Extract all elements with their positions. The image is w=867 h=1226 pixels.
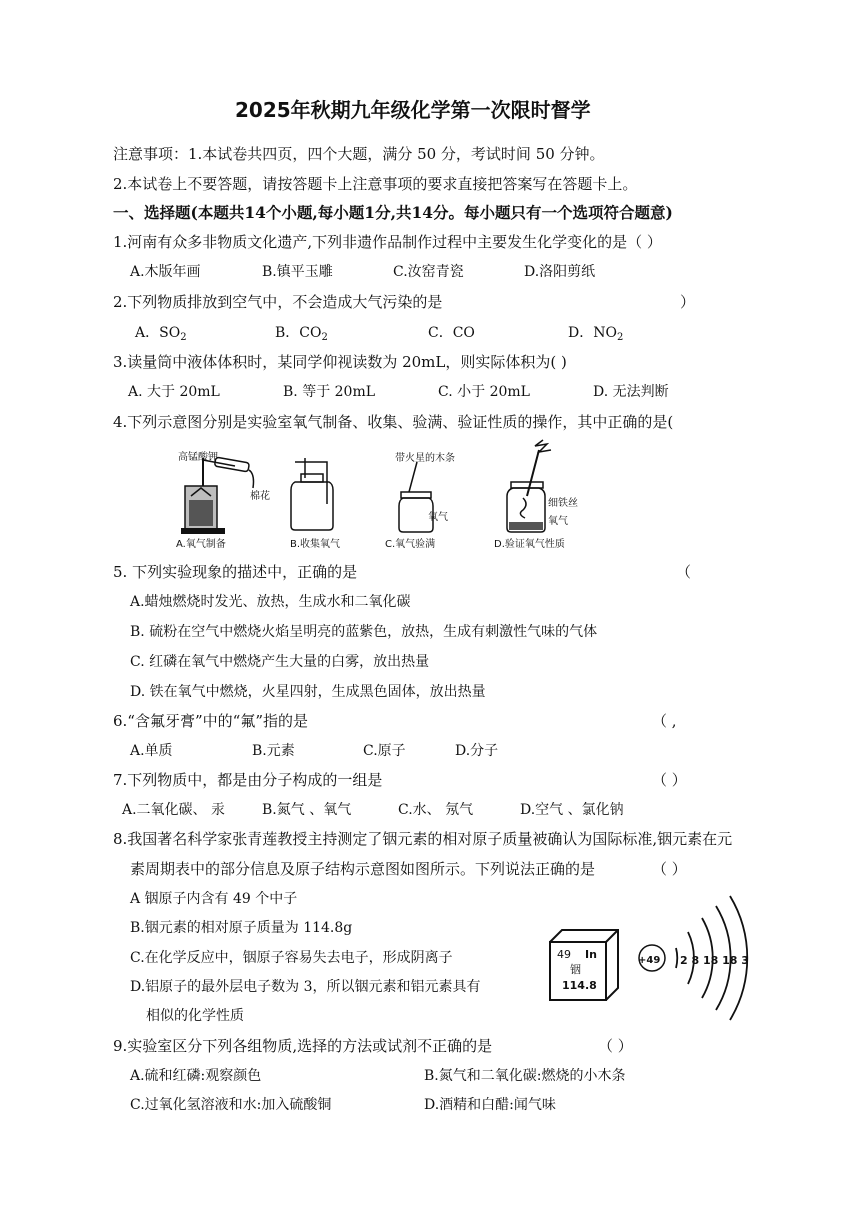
q7-option-b: B.氮气 、氧气: [262, 802, 352, 818]
q3-option-c: C. 小于 20mL: [438, 384, 530, 400]
atom-nucleus-charge: +49: [638, 955, 661, 966]
q8-option-d-line-1: D.铝原子的最外层电子数为 3，所以铟元素和铝元素具有: [130, 979, 481, 995]
cell-element-symbol: In: [585, 948, 597, 961]
q8-option-a: A 铟原子内含有 49 个中子: [130, 891, 298, 907]
cell-atomic-mass: 114.8: [562, 979, 597, 992]
q9-option-c: C.过氧化氢溶液和水:加入硫酸铜: [130, 1097, 332, 1113]
q4-stem: 4.下列示意图分别是实验室氧气制备、收集、验满、验证性质的操作，其中正确的是(: [113, 413, 674, 431]
q5-option-c: C. 红磷在氧气中燃烧产生大量的白雾，放出热量: [130, 654, 430, 670]
q7-option-a: A.二氧化碳、 汞: [122, 802, 226, 818]
cell-element-name: 铟: [570, 963, 581, 976]
q1-option-d: D.洛阳剪纸: [524, 264, 596, 280]
q8-paren: （ ）: [652, 860, 687, 878]
notes-line-1: 注意事项：1.本试卷共四页，四个大题，满分 50 分，考试时间 50 分钟。: [113, 145, 605, 163]
q8-option-b: B.铟元素的相对原子质量为 114.8g: [130, 920, 353, 936]
q6-paren: （ ,: [652, 712, 677, 730]
q3-option-b: B. 等于 20mL: [283, 384, 376, 400]
q5-option-a: A.蜡烛燃烧时发光、放热，生成水和二氧化碳: [130, 594, 411, 610]
q6-stem: 6.“含氟牙膏”中的“氟”指的是: [113, 712, 308, 730]
q6-option-a: A.单质: [130, 743, 173, 759]
q1-option-a: A.木版年画: [130, 264, 201, 280]
section-1-heading: 一、选择题(本题共14个小题,每小题1分,共14分。每小题只有一个选项符合题意): [113, 203, 673, 222]
figure-a-label-potassium-permanganate: 高锰酸钾: [178, 452, 218, 463]
q7-option-d: D.空气 、氯化钠: [520, 802, 624, 818]
q3-stem: 3.读量筒中液体体积时，某同学仰视读数为 20mL，则实际体积为( ): [113, 353, 567, 371]
q2-option-a: A．$SO_2$: [135, 325, 187, 343]
q7-paren: （ ）: [652, 771, 687, 789]
q9-stem: 9.实验室区分下列各组物质,选择的方法或试剂不正确的是: [113, 1037, 493, 1055]
q1-option-b: B.镇平玉雕: [262, 264, 333, 280]
q1-stem: 1.河南有众多非物质文化遗产,下列非遗作品制作过程中主要发生化学变化的是（ ）: [113, 233, 662, 251]
q8-option-c: C.在化学反应中，铟原子容易失去电子，形成阴离子: [130, 950, 453, 966]
figure-c-label-glowing-splint: 带火星的木条: [395, 453, 455, 464]
figure-b-caption: B.收集氧气: [290, 539, 341, 550]
page-title: 2025年秋期九年级化学第一次限时督学: [235, 98, 591, 122]
figure-c-label-oxygen: 氧气: [428, 512, 448, 523]
q5-stem: 5. 下列实验现象的描述中，正确的是: [113, 563, 358, 581]
figure-d-label-iron-wire: 细铁丝: [548, 498, 578, 509]
q6-option-c: C.原子: [363, 743, 406, 759]
q5-option-d: D. 铁在氧气中燃烧，火星四射，生成黑色固体，放出热量: [130, 684, 486, 700]
q2-option-c: C．CO: [428, 325, 475, 341]
q5-option-b: B. 硫粉在空气中燃烧火焰呈明亮的蓝紫色，放热，生成有刺激性气味的气体: [130, 624, 598, 640]
q2-option-d: D．$NO_2$: [568, 325, 624, 343]
q8-option-d-line-2: 相似的化学性质: [146, 1008, 244, 1024]
q7-stem: 7.下列物质中，都是由分子构成的一组是: [113, 771, 383, 789]
q6-option-d: D.分子: [455, 743, 499, 759]
q9-option-b: B.氮气和二氧化碳:燃烧的小木条: [424, 1068, 626, 1084]
q8-stem-line-2: 素周期表中的部分信息及原子结构示意图如图所示。下列说法正确的是: [130, 860, 596, 878]
figure-a-caption: A.氧气制备: [176, 539, 226, 550]
q2-option-b: B．$CO_2$: [275, 325, 328, 343]
figure-d-label-oxygen: 氧气: [548, 516, 568, 527]
cell-atomic-number: 49: [557, 948, 571, 961]
figure-collecting-oxygen: [287, 454, 347, 534]
atom-electron-shells: 2 8 18 18 3: [680, 954, 749, 967]
q2-paren: ）: [680, 293, 696, 311]
notes-line-2: 2.本试卷上不要答题，请按答题卡上注意事项的要求直接把答案写在答题卡上。: [113, 175, 638, 193]
figure-d-caption: D.验证氧气性质: [494, 539, 565, 550]
q1-option-c: C.汝窑青瓷: [393, 264, 464, 280]
q9-paren: （ ）: [598, 1037, 633, 1055]
q9-option-d: D.酒精和白醋:闻气味: [424, 1097, 556, 1113]
q8-stem-line-1: 8.我国著名科学家张青莲教授主持测定了铟元素的相对原子质量被确认为国际标准,铟元素在元: [113, 830, 733, 848]
q9-option-a: A.硫和红磷:观察颜色: [130, 1068, 262, 1084]
q7-option-c: C.水、 氖气: [398, 802, 474, 818]
q2-stem: 2.下列物质排放到空气中，不会造成大气污染的是: [113, 293, 443, 311]
figure-c-caption: C.氧气验满: [385, 539, 436, 550]
q6-option-b: B.元素: [252, 743, 295, 759]
q3-option-a: A. 大于 20mL: [128, 384, 220, 400]
q3-option-d: D. 无法判断: [593, 384, 669, 400]
figure-a-label-cotton: 棉花: [250, 491, 270, 502]
q5-paren: （: [676, 563, 692, 581]
